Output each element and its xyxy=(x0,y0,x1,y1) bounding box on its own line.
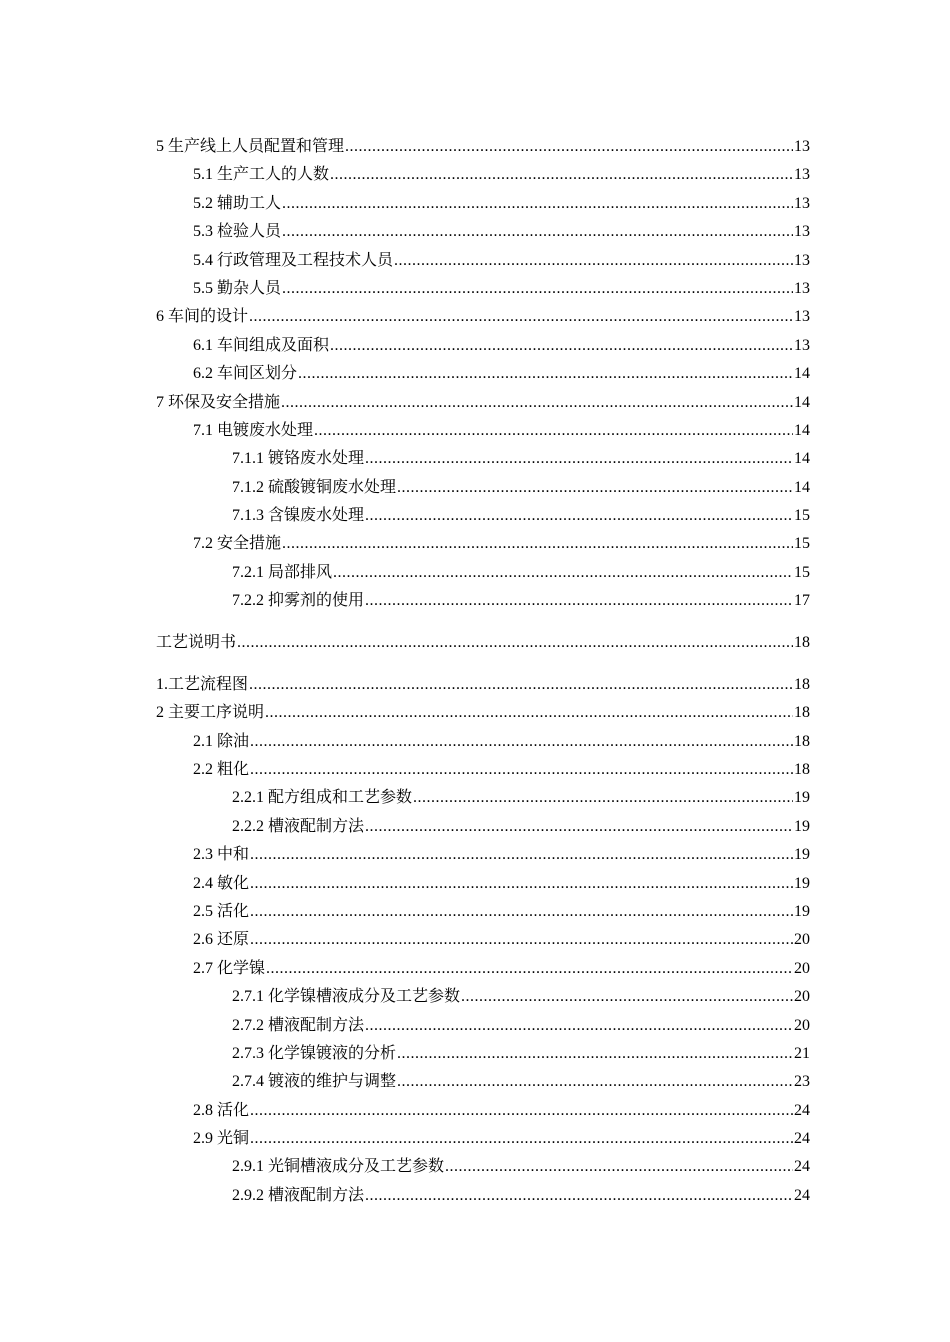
toc-entry[interactable] xyxy=(156,983,810,1011)
toc-entry-title: 2.5 活化 xyxy=(193,902,250,920)
toc-entry-page-number: 18 xyxy=(794,634,810,652)
toc-entry-page-number: 13 xyxy=(794,138,810,155)
toc-entry-page-number: 19 xyxy=(794,874,810,892)
toc-dot-leader xyxy=(282,218,793,246)
toc-entry-title: 2 主要工序说明 xyxy=(156,704,265,722)
toc-dot-leader xyxy=(397,474,793,502)
toc-entry-title: 2.1 除油 xyxy=(193,732,250,750)
toc-entry-page-number: 15 xyxy=(794,535,810,553)
toc-entry[interactable] xyxy=(156,332,810,360)
toc-entry-page-number: 18 xyxy=(794,704,810,722)
toc-dot-leader xyxy=(365,813,793,841)
toc-entry-page-number: 20 xyxy=(794,931,810,949)
toc-dot-leader xyxy=(282,530,793,558)
toc-entry[interactable] xyxy=(156,671,810,699)
toc-entry-page-number: 19 xyxy=(794,789,810,807)
toc-entry-page-number: 19 xyxy=(794,846,810,864)
toc-entry-page-number: 14 xyxy=(794,478,810,496)
toc-entry-title: 6.1 车间组成及面积 xyxy=(193,336,330,354)
toc-dot-leader xyxy=(265,699,793,727)
toc-entry-page-number: 13 xyxy=(794,166,810,184)
toc-entry-title: 5.3 检验人员 xyxy=(193,223,282,241)
table-of-contents xyxy=(156,133,810,1210)
toc-dot-leader xyxy=(250,756,793,784)
toc-entry-page-number: 20 xyxy=(794,1016,810,1034)
toc-dot-leader xyxy=(365,445,793,473)
toc-dot-leader xyxy=(333,559,793,587)
toc-dot-leader xyxy=(345,133,793,161)
toc-entry-title: 5.4 行政管理及工程技术人员 xyxy=(193,251,394,269)
toc-dot-leader xyxy=(365,587,793,615)
toc-entry[interactable] xyxy=(156,389,810,417)
toc-entry-page-number: 19 xyxy=(794,817,810,835)
toc-dot-leader xyxy=(250,870,793,898)
toc-dot-leader xyxy=(282,275,793,303)
toc-entry-page-number: 13 xyxy=(794,336,810,354)
toc-entry-page-number: 18 xyxy=(794,732,810,750)
toc-dot-leader xyxy=(397,1040,793,1068)
toc-entry[interactable] xyxy=(156,1040,810,1068)
toc-entry-title: 7.1.1 镀铬废水处理 xyxy=(232,450,365,468)
toc-entry-page-number: 14 xyxy=(794,393,810,411)
toc-entry-title: 2.4 敏化 xyxy=(193,874,250,892)
toc-dot-leader xyxy=(461,983,793,1011)
toc-dot-leader xyxy=(445,1153,793,1181)
toc-entry-title: 2.9.2 槽液配制方法 xyxy=(232,1186,365,1204)
toc-entry-title: 7.1.2 硫酸镀铜废水处理 xyxy=(232,478,397,496)
toc-entry-title: 5.5 勤杂人员 xyxy=(193,279,282,297)
toc-dot-leader xyxy=(330,161,793,189)
toc-entry-title: 2.7.1 化学镍槽液成分及工艺参数 xyxy=(232,988,461,1006)
toc-entry-page-number: 19 xyxy=(794,902,810,920)
toc-entry-title: 5 生产线上人员配置和管理 xyxy=(156,138,345,155)
toc-dot-leader xyxy=(330,332,793,360)
toc-dot-leader xyxy=(250,1125,793,1153)
toc-entry-title: 7.1 电镀废水处理 xyxy=(193,421,314,439)
toc-entry-title: 7 环保及安全措施 xyxy=(156,393,281,411)
toc-entry-title: 7.2.2 抑雾剂的使用 xyxy=(232,592,365,610)
toc-entry[interactable] xyxy=(156,559,810,587)
toc-entry[interactable] xyxy=(156,898,810,926)
toc-entry-title: 6 车间的设计 xyxy=(156,308,249,326)
toc-entry[interactable] xyxy=(156,926,810,954)
toc-entry-title: 2.3 中和 xyxy=(193,846,250,864)
toc-entry-title: 2.9 光铜 xyxy=(193,1130,250,1148)
toc-dot-leader xyxy=(397,1068,793,1096)
toc-entry[interactable] xyxy=(156,1068,810,1096)
toc-entry-page-number: 17 xyxy=(794,592,810,610)
toc-dot-leader xyxy=(298,360,793,388)
toc-dot-leader xyxy=(250,841,793,869)
toc-entry[interactable] xyxy=(156,474,810,502)
toc-dot-leader xyxy=(250,1097,793,1125)
toc-dot-leader xyxy=(365,502,793,530)
toc-entry-page-number: 23 xyxy=(794,1073,810,1091)
toc-entry[interactable] xyxy=(156,1097,810,1125)
toc-entry-title: 2.7.4 镀液的维护与调整 xyxy=(232,1073,397,1091)
toc-entry[interactable] xyxy=(156,870,810,898)
toc-dot-leader xyxy=(281,389,793,417)
toc-entry[interactable] xyxy=(156,190,810,218)
toc-dot-leader xyxy=(250,728,793,756)
toc-entry-title: 7.1.3 含镍废水处理 xyxy=(232,507,365,525)
toc-entry[interactable] xyxy=(156,445,810,473)
toc-entry-title: 2.6 还原 xyxy=(193,931,250,949)
toc-entry[interactable] xyxy=(156,1182,810,1210)
toc-entry-page-number: 13 xyxy=(794,308,810,326)
toc-entry-page-number: 13 xyxy=(794,194,810,212)
toc-entry[interactable] xyxy=(156,813,810,841)
toc-entry-page-number: 20 xyxy=(794,959,810,977)
toc-entry-title: 7.2.1 局部排风 xyxy=(232,563,333,581)
toc-entry-title: 工艺说明书 xyxy=(156,634,237,652)
toc-entry-page-number: 20 xyxy=(794,988,810,1006)
toc-entry-page-number: 15 xyxy=(794,507,810,525)
toc-entry-title: 6.2 车间区划分 xyxy=(193,365,298,383)
toc-entry[interactable] xyxy=(156,756,810,784)
toc-entry-page-number: 15 xyxy=(794,563,810,581)
toc-entry-page-number: 13 xyxy=(794,251,810,269)
toc-entry-title: 5.1 生产工人的人数 xyxy=(193,166,330,184)
toc-entry[interactable] xyxy=(156,530,810,558)
toc-entry[interactable] xyxy=(156,360,810,388)
toc-entry[interactable] xyxy=(156,1125,810,1153)
toc-entry-title: 5.2 辅助工人 xyxy=(193,194,282,212)
toc-entry-page-number: 24 xyxy=(794,1101,810,1119)
toc-entry[interactable] xyxy=(156,275,810,303)
toc-entry-title: 2.2 粗化 xyxy=(193,760,250,778)
toc-dot-leader xyxy=(365,1182,793,1210)
toc-entry-title: 2.7.2 槽液配制方法 xyxy=(232,1016,365,1034)
toc-dot-leader xyxy=(394,247,793,275)
toc-entry-title: 7.2 安全措施 xyxy=(193,535,282,553)
toc-entry-page-number: 24 xyxy=(794,1130,810,1148)
toc-entry[interactable] xyxy=(156,955,810,983)
toc-dot-leader xyxy=(282,190,793,218)
toc-entry[interactable] xyxy=(156,1012,810,1040)
toc-entry-page-number: 13 xyxy=(794,223,810,241)
toc-dot-leader xyxy=(250,926,793,954)
toc-entry-page-number: 14 xyxy=(794,365,810,383)
toc-entry[interactable] xyxy=(156,1153,810,1181)
toc-entry-title: 1.工艺流程图 xyxy=(156,675,249,693)
toc-entry[interactable] xyxy=(156,502,810,530)
toc-entry[interactable] xyxy=(156,247,810,275)
toc-entry-page-number: 18 xyxy=(794,675,810,693)
toc-entry[interactable] xyxy=(156,841,810,869)
toc-dot-leader xyxy=(314,417,793,445)
toc-dot-leader xyxy=(249,671,793,699)
toc-entry[interactable] xyxy=(156,218,810,246)
toc-entry-title: 2.7 化学镍 xyxy=(193,959,266,977)
toc-entry-page-number: 13 xyxy=(794,279,810,297)
toc-entry[interactable] xyxy=(156,629,810,657)
toc-entry-title: 2.7.3 化学镍镀液的分析 xyxy=(232,1044,397,1062)
toc-entry-page-number: 14 xyxy=(794,421,810,439)
toc-entry-title: 2.2.1 配方组成和工艺参数 xyxy=(232,789,413,807)
toc-entry-title: 2.8 活化 xyxy=(193,1101,250,1119)
toc-entry[interactable] xyxy=(156,161,810,189)
toc-entry[interactable] xyxy=(156,417,810,445)
toc-dot-leader xyxy=(250,898,793,926)
toc-entry[interactable] xyxy=(156,133,810,161)
toc-entry[interactable] xyxy=(156,699,810,727)
toc-entry-page-number: 14 xyxy=(794,450,810,468)
toc-entry-page-number: 24 xyxy=(794,1158,810,1176)
toc-entry[interactable] xyxy=(156,728,810,756)
toc-entry[interactable] xyxy=(156,303,810,331)
toc-entry[interactable] xyxy=(156,587,810,615)
toc-entry-title: 2.2.2 槽液配制方法 xyxy=(232,817,365,835)
toc-entry-page-number: 24 xyxy=(794,1186,810,1204)
toc-entry-page-number: 21 xyxy=(794,1044,810,1062)
toc-dot-leader xyxy=(237,629,793,657)
toc-entry[interactable] xyxy=(156,784,810,812)
toc-entry-title: 2.9.1 光铜槽液成分及工艺参数 xyxy=(232,1158,445,1176)
toc-dot-leader xyxy=(266,955,793,983)
toc-dot-leader xyxy=(365,1012,793,1040)
toc-dot-leader xyxy=(249,303,793,331)
toc-dot-leader xyxy=(413,784,793,812)
toc-entry-page-number: 18 xyxy=(794,760,810,778)
